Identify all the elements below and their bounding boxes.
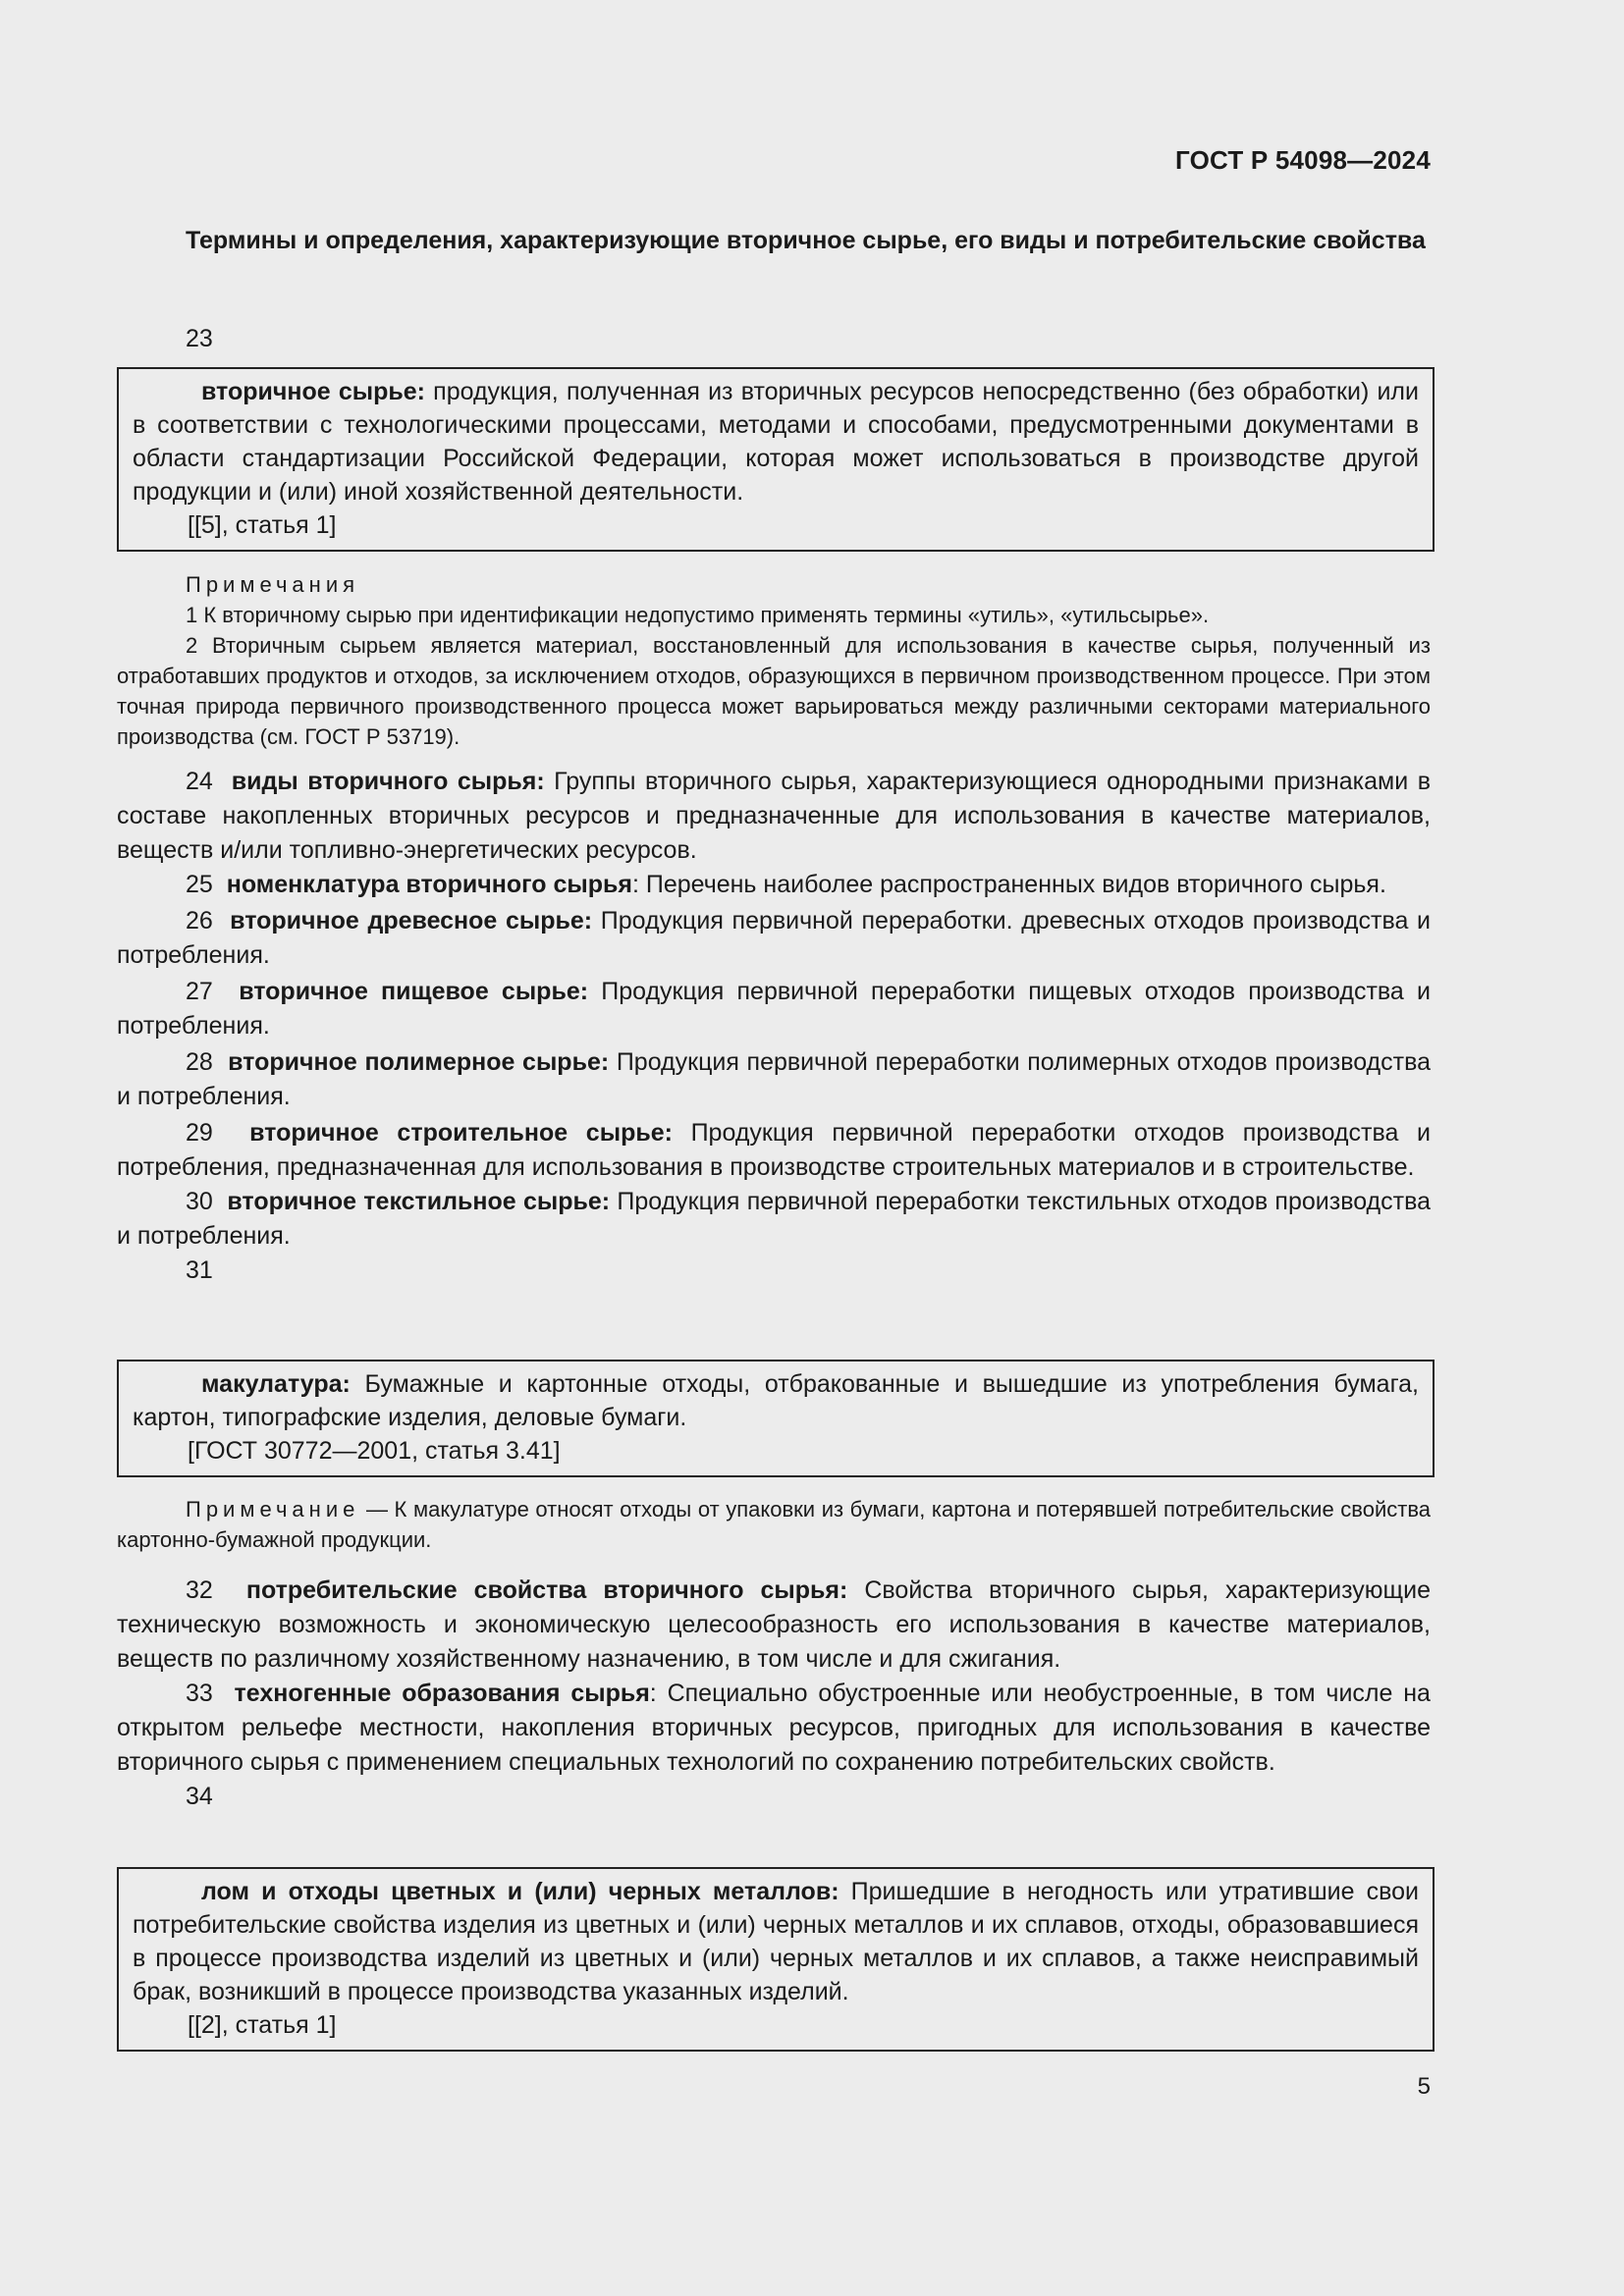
- terms-24-30: [117, 765, 1431, 1288]
- note-heading: Примечание: [186, 1497, 360, 1522]
- term-source: [ГОСТ 30772—2001, статья 3.41]: [188, 1437, 561, 1465]
- term-23-text: [133, 375, 1419, 508]
- term-definition: продукция, полученная из вторичных ресурсов непосредственно (без обработки) или в соответствии с технологическими процессами, методами и способами, предусмотренными документами в области стандартизации Российской Федерации, которая может использоваться в производстве другой продукции и (или) иной хозяйственной деятельности.: [133, 378, 1419, 506]
- term-27: 27 вторичное пищевое сырье: Продукция первичной переработки пищевых отходов производства и потребления.: [117, 978, 1431, 1040]
- term-26: 26 вторичное древесное сырье: Продукция первичной переработки. древесных отходов производства и потребления.: [117, 907, 1431, 969]
- term-31-definition-box: [117, 1360, 1435, 1477]
- document-id: ГОСТ Р 54098—2024: [1175, 145, 1431, 175]
- term-source: [[5], статья 1]: [188, 511, 337, 539]
- term-definition: Бумажные и картонные отходы, отбракованные и вышедшие из употребления бумага, картон, типографские изделия, деловые бумаги.: [133, 1370, 1419, 1431]
- term-33: 33 техногенные образования сырья: Специально обустроенные или необустроенные, в том числе на открытом рельефе местности, накопления вторичных ресурсов, пригодных для использования в качестве вторичного сырья с применением специальных технологий по сохранению потребительских свойств.: [117, 1680, 1431, 1776]
- page-number: 5: [1417, 2073, 1431, 2100]
- term-32: 32 потребительские свойства вторичного сырья: Свойства вторичного сырья, характеризующие техническую возможность и экономическую целесообразность его использования в качестве материалов, веществ по различному хозяйственному назначению, в том числе и для сжигания.: [117, 1576, 1431, 1673]
- notes-23: [117, 569, 1431, 752]
- note-31: [117, 1494, 1431, 1555]
- term-31-text: [133, 1367, 1419, 1434]
- term-34-number: 34: [186, 1783, 213, 1810]
- term-24: 24 виды вторичного сырья: Группы вторичного сырья, характеризующиеся однородными признаками в составе накопленных вторичных ресурсов и предназначенные для использования в качестве материалов, веществ и/или топливно-энергетических ресурсов.: [117, 768, 1431, 864]
- term-29: 29 вторичное строительное сырье: Продукция первичной переработки отходов производства и потребления, предназначенная для использования в производстве строительных материалов и в строительстве.: [117, 1119, 1431, 1181]
- term-28: 28 вторичное полимерное сырье: Продукция первичной переработки полимерных отходов производства и потребления.: [117, 1048, 1431, 1110]
- term-34-text: [133, 1875, 1419, 2008]
- term-source: [[2], статья 1]: [188, 2011, 337, 2039]
- term-23-definition-box: [117, 367, 1435, 552]
- note-item: 1 К вторичному сырью при идентификации недопустимо применять термины «утиль», «утильсырье».: [186, 603, 1210, 627]
- terms-32-33: [117, 1574, 1431, 1814]
- term-30: 30 вторичное текстильное сырье: Продукция первичной переработки текстильных отходов производства и потребления.: [117, 1188, 1431, 1250]
- term-25: 25 номенклатура вторичного сырья: Перечень наиболее распространенных видов вторичного сырья.: [186, 871, 1386, 898]
- section-title: Термины и определения, характеризующие вторичное сырье, его виды и потребительские свойства: [186, 227, 1426, 254]
- notes-heading: Примечания: [186, 572, 360, 597]
- note-text: — К макулатуре относят отходы от упаковки из бумаги, картона и потерявшей потребительские свойства картонно-бумажной продукции.: [117, 1497, 1431, 1552]
- term-name: вторичное сырье:: [201, 378, 425, 405]
- term-34-definition-box: [117, 1867, 1435, 2052]
- note-item: 2 Вторичным сырьем является материал, восстановленный для использования в качестве сырья, полученный из отработавших продуктов и отходов, за исключением отходов, образующихся в первичном производственном процессе. При этом точная природа первичного производственного процесса может варьироваться между различными секторами материального производства (см. ГОСТ Р 53719).: [117, 633, 1431, 749]
- term-name: лом и отходы цветных и (или) черных металлов:: [201, 1878, 839, 1905]
- term-31-number: 31: [186, 1256, 213, 1284]
- term-definition: Пришедшие в негодность или утратившие свои потребительские свойства изделия из цветных и (или) черных металлов и их сплавов, отходы, образовавшиеся в процессе производства изделий из цветных и (или) черных металлов и их сплавов, а также неисправимый брак, возникший в процессе производства указанных изделий.: [133, 1878, 1419, 2005]
- term-number: 23: [186, 325, 213, 352]
- term-name: макулатура:: [201, 1370, 351, 1398]
- term-23-number-row: [117, 322, 1431, 356]
